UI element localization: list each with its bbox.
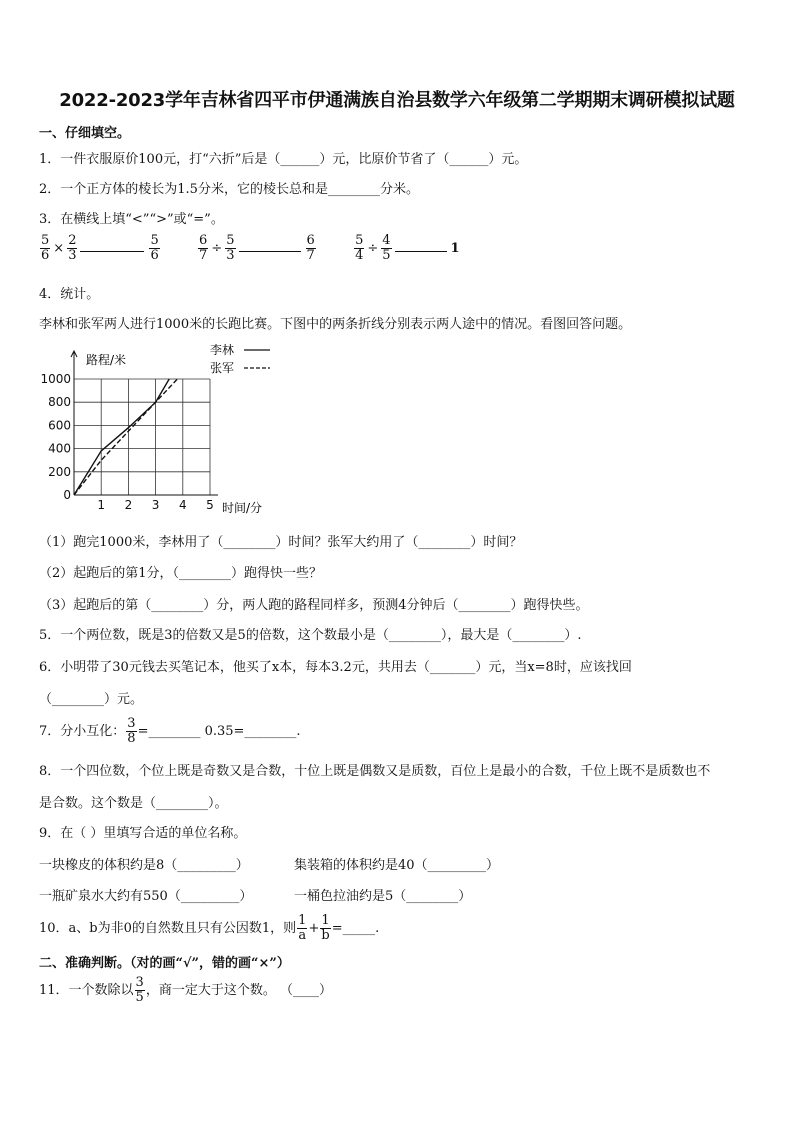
question-6-line-2: （________）元。 <box>39 692 144 707</box>
question-9-a: 一块橡皮的体积约是8（_________） <box>39 858 249 873</box>
y-axis-label: 路程/米 <box>86 353 127 367</box>
answer-blank[interactable] <box>239 241 301 252</box>
question-10-prefix: 10．a、b为非0的自然数且只有公因数1，则 <box>39 921 297 936</box>
question-11 <box>39 976 332 1005</box>
operator: ÷ <box>367 241 379 256</box>
chart-series <box>74 379 177 495</box>
y-tick-label: 800 <box>48 395 71 410</box>
x-axis-label: 时间/分 <box>222 501 263 515</box>
question-11-suffix: ，商一定大于这个数。 （____） <box>145 983 332 998</box>
y-tick-label: 600 <box>48 418 71 433</box>
legend-label-lilin: 李林 <box>210 343 235 357</box>
question-4-part-1: （1）跑完1000米，李林用了（________）时间？张军大约用了（________）时间？ <box>39 535 523 550</box>
fraction: $\frac{4}{5}$ <box>382 233 391 263</box>
question-5: 5．一个两位数，既是3的倍数又是5的倍数，这个数最小是（________），最大是（________）. <box>39 628 582 643</box>
question-7 <box>39 717 301 746</box>
answer-blank[interactable] <box>80 241 144 252</box>
question-9: 9．在（ ）里填写合适的单位名称。 <box>39 826 247 841</box>
question-3: 3．在横线上填“<”“>”或“=”。 <box>39 212 224 227</box>
question-6-line-1: 6．小明带了30元钱去买笔记本，他买了x本，每本3.2元，共用去（_______）元，当x=8时，应该找回 <box>39 660 632 675</box>
x-tick-label: 4 <box>178 498 187 512</box>
question-10 <box>39 914 379 943</box>
series-line-zhangjun <box>74 379 177 495</box>
comparison-value: 1 <box>450 241 460 256</box>
question-4: 4．统计。 <box>39 287 100 302</box>
section-2-heading: 二、准确判断。（对的画“√”，错的画“×”） <box>39 956 290 971</box>
fraction: $\frac{5}{6}$ <box>150 233 159 263</box>
answer-blank[interactable] <box>395 241 447 252</box>
question-7-body: =________ 0.35=________. <box>137 724 301 739</box>
question-7-prefix: 7．分小互化： <box>39 724 126 739</box>
question-3-comparisons <box>39 234 460 263</box>
x-tick-label: 5 <box>206 498 214 512</box>
question-8-line-2: 是合数。这个数是（________）。 <box>39 796 228 811</box>
y-tick-label: 0 <box>63 488 71 502</box>
y-tick-label: 400 <box>48 441 71 456</box>
distance-time-line-chart <box>36 338 286 518</box>
fraction: $\frac{5}{6}$ <box>41 233 50 263</box>
y-tick-label: 1000 <box>40 372 71 386</box>
fraction: $\frac{6}{7}$ <box>306 233 315 263</box>
legend-label-zhangjun: 张军 <box>210 361 235 375</box>
question-4-part-2: （2）起跑后的第1分，（________）跑得快一些？ <box>39 566 323 581</box>
question-4-description: 李林和张军两人进行1000米的长跑比赛。下图中的两条折线分别表示两人途中的情况。看图回答问题。 <box>39 317 632 332</box>
plus-sign: + <box>308 921 320 936</box>
question-2: 2．一个正方体的棱长为1.5分米，它的棱长总和是________分米。 <box>39 182 419 197</box>
fraction: $\frac{3}{8}$ <box>127 716 136 746</box>
operator: ÷ <box>211 241 223 256</box>
fraction: $\frac{5}{4}$ <box>355 233 364 263</box>
x-tick-label: 2 <box>124 498 133 512</box>
question-9-c: 一瓶矿泉水大约有550（_________） <box>39 889 253 904</box>
question-9-b: 集装箱的体积约是40（_________） <box>294 858 500 873</box>
question-10-suffix: =_____. <box>331 921 380 936</box>
fraction: $\frac{2}{3}$ <box>68 233 77 263</box>
chart-grid <box>74 379 210 495</box>
fraction: $\frac{6}{7}$ <box>199 233 208 263</box>
section-1-heading: 一、仔细填空。 <box>39 126 131 141</box>
question-4-part-3: （3）起跑后的第（________）分，两人跑的路程同样多，预测4分钟后（________）跑得快些。 <box>39 598 589 613</box>
question-8-line-1: 8．一个四位数，个位上既是奇数又是合数，十位上既是偶数又是质数，百位上是最小的合数，千位上既不是质数也不 <box>39 764 711 779</box>
fraction: $\frac{5}{3}$ <box>226 233 235 263</box>
x-tick-label: 1 <box>97 498 106 512</box>
chart-axes <box>71 351 218 495</box>
fraction: $\frac{3}{5}$ <box>135 975 144 1005</box>
x-tick-label: 3 <box>151 498 160 512</box>
question-9-d: 一桶色拉油约是5（________） <box>294 889 472 904</box>
operator: × <box>53 241 65 256</box>
question-1: 1．一件衣服原价100元，打“六折”后是（______）元，比原价节省了（______）元。 <box>39 152 528 167</box>
y-tick-label: 200 <box>48 464 71 479</box>
question-11-prefix: 11．一个数除以 <box>39 983 134 998</box>
fraction: $\frac{1}{b}$ <box>321 913 330 943</box>
chart-legend <box>210 342 270 375</box>
fraction: $\frac{1}{a}$ <box>298 913 307 943</box>
page-title: 2022-2023学年吉林省四平市伊通满族自治县数学六年级第二学期期末调研模拟试题 <box>59 90 735 111</box>
chart-ticks <box>40 372 213 512</box>
